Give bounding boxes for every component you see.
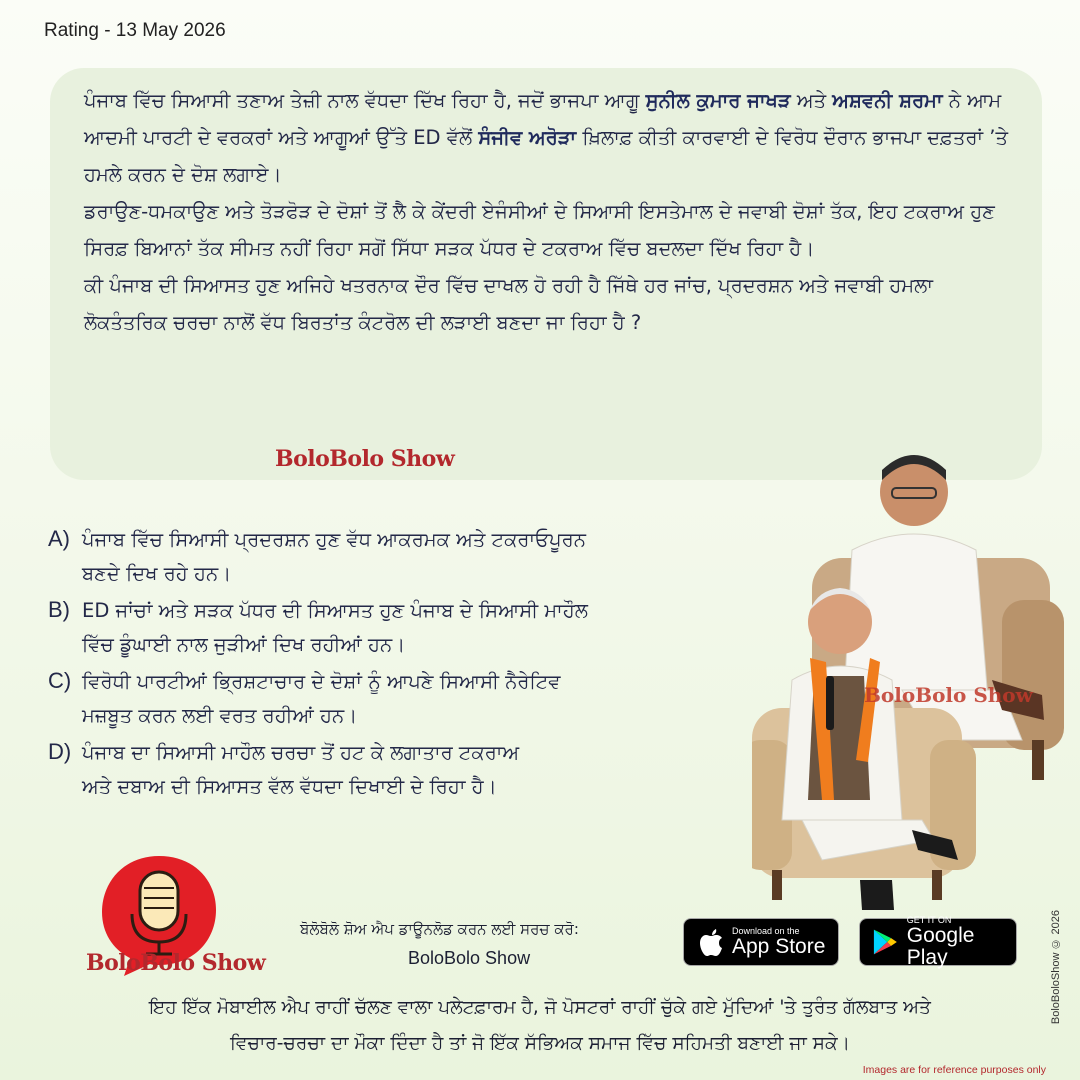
copyright: BoloBoloShow © 2026 [1050,910,1062,1025]
disclaimer: Images are for reference purposes only [862,1064,1046,1076]
option-letter: D) [48,739,72,764]
google-play-button[interactable]: GET IT ON Google Play [859,918,1017,966]
question-card [50,68,1042,480]
google-play-icon [872,927,899,957]
question-text [84,82,1012,341]
question-paragraph-2: ਡਰਾਉਣ-ਧਮਕਾਉਣ ਅਤੇ ਤੋੜਫੋੜ ਦੇ ਦੋਸ਼ਾਂ ਤੋਂ ਲੈ ਕੇ ਕੇਂਦਰੀ ਏਜੰਸੀਆਂ ਦੇ ਸਿਆਸੀ ਇਸਤੇਮਾਲ ਦੇ ਜਵਾਬੀ ਦੋਸ਼ਾਂ ਤੱਕ, ਇਹ ਟਕਰਾਅ ਹੁਣ ਸਿਰਫ਼ ਬਿਆਨਾਂ ਤੱਕ ਸੀਮਤ ਨਹੀਂ ਰਿਹਾ ਸਗੋਂ ਸਿੱਧਾ ਸੜਕ ਪੱਧਰ ਦੇ ਟਕਰਾਅ ਵਿੱਚ ਬਦਲਦਾ ਦਿੱਖ ਰਿਹਾ ਹੈ। [84,200,995,260]
question-paragraph-1: ਪੰਜਾਬ ਵਿੱਚ ਸਿਆਸੀ ਤਣਾਅ ਤੇਜ਼ੀ ਨਾਲ ਵੱਧਦਾ ਦਿੱਖ ਰਿਹਾ ਹੈ, ਜਦੋਂ ਭਾਜਪਾ ਆਗੂ ਸੁਨੀਲ ਕੁਮਾਰ ਜਾਖੜ ਅਤੇ ਅਸ਼ਵਨੀ ਸ਼ਰਮਾ ਨੇ ਆਮ ਆਦਮੀ ਪਾਰਟੀ ਦੇ ਵਰਕਰਾਂ ਅਤੇ ਆਗੂਆਂ ਉੱਤੇ ED ਵੱਲੋਂ ਸੰਜੀਵ ਅਰੋੜਾ ਖ਼ਿਲਾਫ਼ ਕੀਤੀ ਕਾਰਵਾਈ ਦੇ ਵਿਰੋਧ ਦੌਰਾਨ ਭਾਜਪਾ ਦਫ਼ਤਰਾਂ ’ਤੇ ਹਮਲੇ ਕਰਨ ਦੇ ਦੋਸ਼ ਲਗਾਏ। [84,89,1008,186]
search-app-name: BoloBolo Show [408,948,531,968]
logo-brand-text: BoloBolo Show [86,950,266,976]
apple-icon [698,927,724,957]
footer-description: ਇਹ ਇੱਕ ਮੋਬਾਈਲ ਐਪ ਰਾਹੀਂ ਚੱਲਣ ਵਾਲਾ ਪਲੇਟਫ਼ਾਰਮ ਹੈ, ਜੋ ਪੋਸਟਰਾਂ ਰਾਹੀਂ ਚੁੱਕੇ ਗਏ ਮੁੱਦਿਆਂ 'ਤੇ ਤੁਰੰਤ ਗੱਲਬਾਤ ਅਤੇ ਵਿਚਾਰ-ਚਰਚਾ ਦਾ ਮੌਕਾ ਦਿੰਦਾ ਹੈ ਤਾਂ ਜੋ ਇੱਕ ਸੱਭਿਅਕ ਸਮਾਜ ਵਿੱਚ ਸਹਿਮਤੀ ਬਣਾਈ ਜਾ ਸਕੇ। [149,997,931,1054]
rating-date: Rating - 13 May 2026 [44,20,226,41]
option-d[interactable]: D) ਪੰਜਾਬ ਦਾ ਸਿਆਸੀ ਮਾਹੌਲ ਚਰਚਾ ਤੋਂ ਹਟ ਕੇ ਲਗਾਤਾਰ ਟਕਰਾਅ ਅਤੇ ਦਬਾਅ ਦੀ ਸਿਆਸਤ ਵੱਲ ਵੱਧਦਾ ਦਿਖਾਈ ਦੇ ਰਿਹਾ ਹੈ। [48,735,748,804]
option-b[interactable]: B) ED ਜਾਂਚਾਂ ਅਤੇ ਸੜਕ ਪੱਧਰ ਦੀ ਸਿਆਸਤ ਹੁਣ ਪੰਜਾਬ ਦੇ ਸਿਆਸੀ ਮਾਹੌਲ ਵਿੱਚ ਡੂੰਘਾਈ ਨਾਲ ਜੁੜੀਆਂ ਦਿਖ ਰਹੀਆਂ ਹਨ। [48,593,748,662]
option-letter: C) [48,668,72,693]
app-store-button[interactable]: Download on the App Store [683,918,839,966]
answer-options [48,522,748,806]
option-a[interactable]: A) ਪੰਜਾਬ ਵਿੱਚ ਸਿਆਸੀ ਪ੍ਰਦਰਸ਼ਨ ਹੁਣ ਵੱਧ ਆਕਰਮਕ ਅਤੇ ਟਕਰਾਓਪੂਰਨ ਬਣਦੇ ਦਿਖ ਰਹੇ ਹਨ। [48,522,748,591]
name-highlight: ਸੰਜੀਵ ਅਰੋੜਾ [478,126,577,149]
option-c[interactable]: C) ਵਿਰੋਧੀ ਪਾਰਟੀਆਂ ਭ੍ਰਿਸ਼ਟਾਚਾਰ ਦੇ ਦੋਸ਼ਾਂ ਨੂੰ ਆਪਣੇ ਸਿਆਸੀ ਨੈਰੇਟਿਵ ਮਜ਼ਬੂਤ ਕਰਨ ਲਈ ਵਰਤ ਰਹੀਆਂ ਹਨ। [48,664,748,733]
name-highlight: ਸੁਨੀਲ ਕੁਮਾਰ ਜਾਖੜ [645,89,791,112]
illustration-two-leaders [752,440,1078,920]
search-prompt: ਬੋਲੋਬੋਲੋ ਸ਼ੋਅ ਐਪ ਡਾਊਨਲੋਡ ਕਰਨ ਲਈ ਸਰਚ ਕਰੋ: [300,920,579,938]
name-highlight: ਅਸ਼ਵਨੀ ਸ਼ਰਮਾ [832,89,943,112]
question-paragraph-3: ਕੀ ਪੰਜਾਬ ਦੀ ਸਿਆਸਤ ਹੁਣ ਅਜਿਹੇ ਖਤਰਨਾਕ ਦੌਰ ਵਿੱਚ ਦਾਖਲ ਹੋ ਰਹੀ ਹੈ ਜਿੱਥੇ ਹਰ ਜਾਂਚ, ਪ੍ਰਦਰਸ਼ਨ ਅਤੇ ਜਵਾਬੀ ਹਮਲਾ ਲੋਕਤੰਤਰਿਕ ਚਰਚਾ ਨਾਲੋਂ ਵੱਧ ਬਿਰਤਾਂਤ ਕੰਟਰੋਲ ਦੀ ਲੜਾਈ ਬਣਦਾ ਜਾ ਰਿਹਾ ਹੈ ? [84,274,933,334]
option-letter: A) [48,526,70,551]
illustration-watermark: BoloBolo Show [864,683,1033,707]
option-letter: B) [48,597,70,622]
brand-label: BoloBolo Show [275,446,455,472]
